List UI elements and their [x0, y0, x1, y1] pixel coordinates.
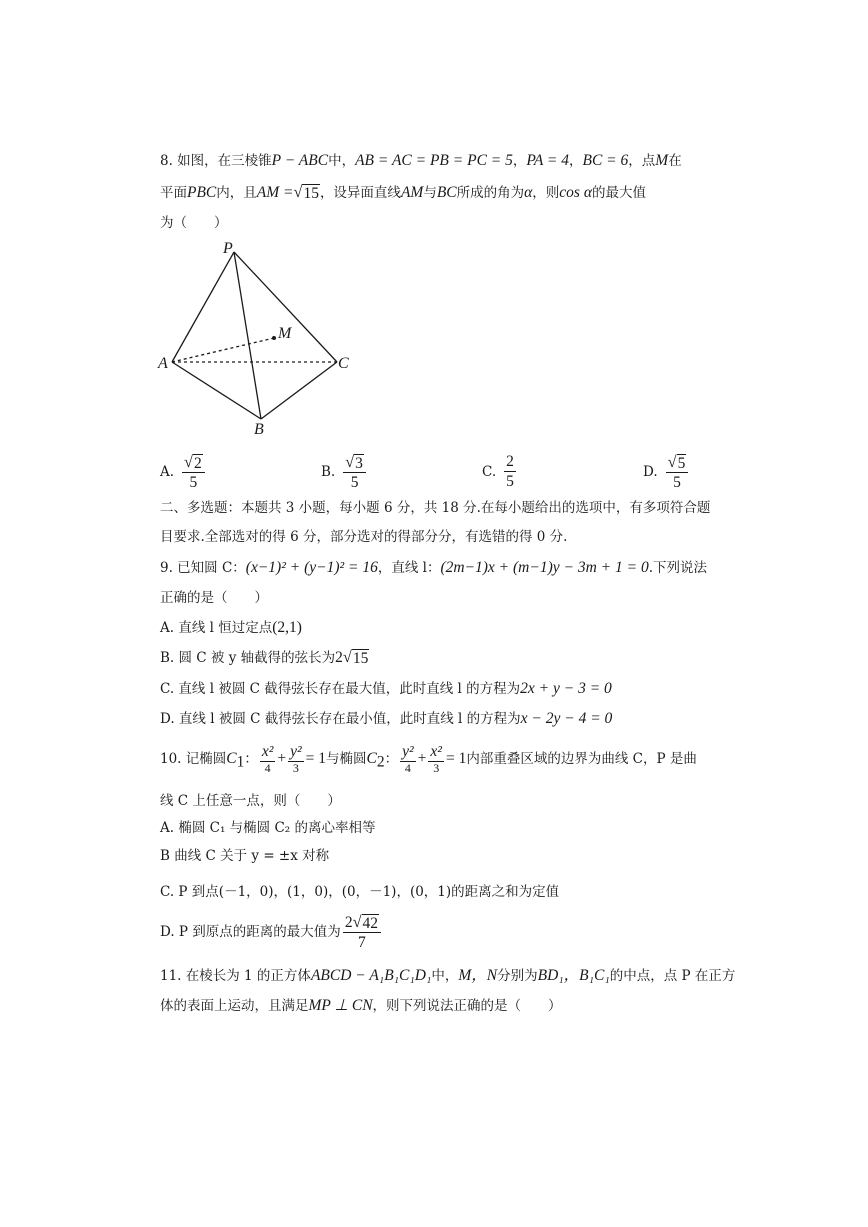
- q9-line-2: 正确的是（ ）: [160, 590, 268, 606]
- label-C: C: [338, 355, 349, 372]
- q8-line-3: 为（ ）: [160, 215, 228, 231]
- sqrt-15: √ 15: [293, 183, 319, 202]
- q9-option-d[interactable]: D. 直线 l 被圆 C 截得弦长存在最小值，此时直线 l 的方程为x − 2y − 4 = 0: [160, 710, 613, 727]
- section2-line-1: 二、多选题：本题共 3 小题，每小题 6 分，共 18 分.在每小题给出的选项中，有多项符合题: [160, 500, 711, 516]
- section2-line-2: 目要求.全部选对的得 6 分，部分选对的得部分分，有选错的得 0 分.: [160, 529, 568, 545]
- q8-option-a[interactable]: A. √ 2 5: [160, 452, 207, 493]
- segment-AM-hidden: [172, 338, 274, 362]
- q10-line-1: 10. 记椭圆$C_1$： $\frac{\text{x²}}{4}$ + $\frac{\text{y²}}{3}$ = 1与椭圆$C_2$： $\frac{\text{y²}}{4}$ + $\frac{\text{x²}}{3}$ = 1内部重叠区域的边界为曲线 C，P 是曲: [160, 743, 697, 775]
- edge-AB: [172, 362, 261, 419]
- edge-BC: [261, 362, 337, 419]
- q8-option-d[interactable]: D. √ 5 5: [643, 452, 690, 493]
- q8-line-1: 8. 如图，在三棱锥P − ABC中，AB = AC = PB = PC = 5，PA = 4，BC = 6，点M在: [160, 152, 682, 169]
- q11-line-2: 体的表面上运动，且满足MP ⊥ CN，则下列说法正确的是（ ）: [160, 997, 562, 1014]
- label-M: M: [278, 325, 292, 342]
- label-P: P: [223, 240, 233, 257]
- q8-option-c[interactable]: C. $\frac{2}{5}$: [482, 453, 514, 491]
- q9-line-1: 9. 已知圆 C：(x−1)² + (y−1)² = 16，直线 l：(2m−1)x + (m−1)y − 3m + 1 = 0.下列说法: [160, 559, 707, 576]
- q10-option-a[interactable]: A. 椭圆 C₁ 与椭圆 C₂ 的离心率相等: [160, 820, 376, 836]
- label-B: B: [254, 421, 264, 436]
- point-M: [272, 336, 276, 340]
- edge-PA: [172, 252, 234, 362]
- q9-option-a[interactable]: A. 直线 l 恒过定点(2,1): [160, 619, 302, 636]
- q10-option-c[interactable]: C. P 到点(－1，0)，(1，0)，(0，－1)，(0，1)的距离之和为定值: [160, 884, 560, 900]
- q11-line-1: 11. 在棱长为 1 的正方体ABCD − A₁B₁C₁D₁中，M，N分别为BD₁，B₁C₁的中点，点 P 在正方: [160, 967, 736, 984]
- q10-line-2: 线 C 上任意一点，则（ ）: [160, 793, 341, 809]
- q10-option-d[interactable]: D. P 到原点的距离的最大值为 2 √ 42 7: [160, 912, 383, 953]
- q10-option-b[interactable]: B 曲线 C 关于 y = ±x 对称: [160, 848, 330, 864]
- label-A: A: [158, 355, 168, 372]
- q9-option-c[interactable]: C. 直线 l 被圆 C 截得弦长存在最大值，此时直线 l 的方程为2x + y − 3 = 0: [160, 680, 612, 697]
- q8-line-2: 平面PBC内，且AM = √ 15 ，设异面直线AM与BC所成的角为α，则cos α的最大值: [160, 183, 646, 202]
- tetrahedron-figure: [155, 236, 365, 436]
- q8-option-b[interactable]: B. √ 3 5: [321, 452, 368, 493]
- q9-option-b[interactable]: B. 圆 C 被 y 轴截得的弦长为2 √ 15: [160, 648, 369, 667]
